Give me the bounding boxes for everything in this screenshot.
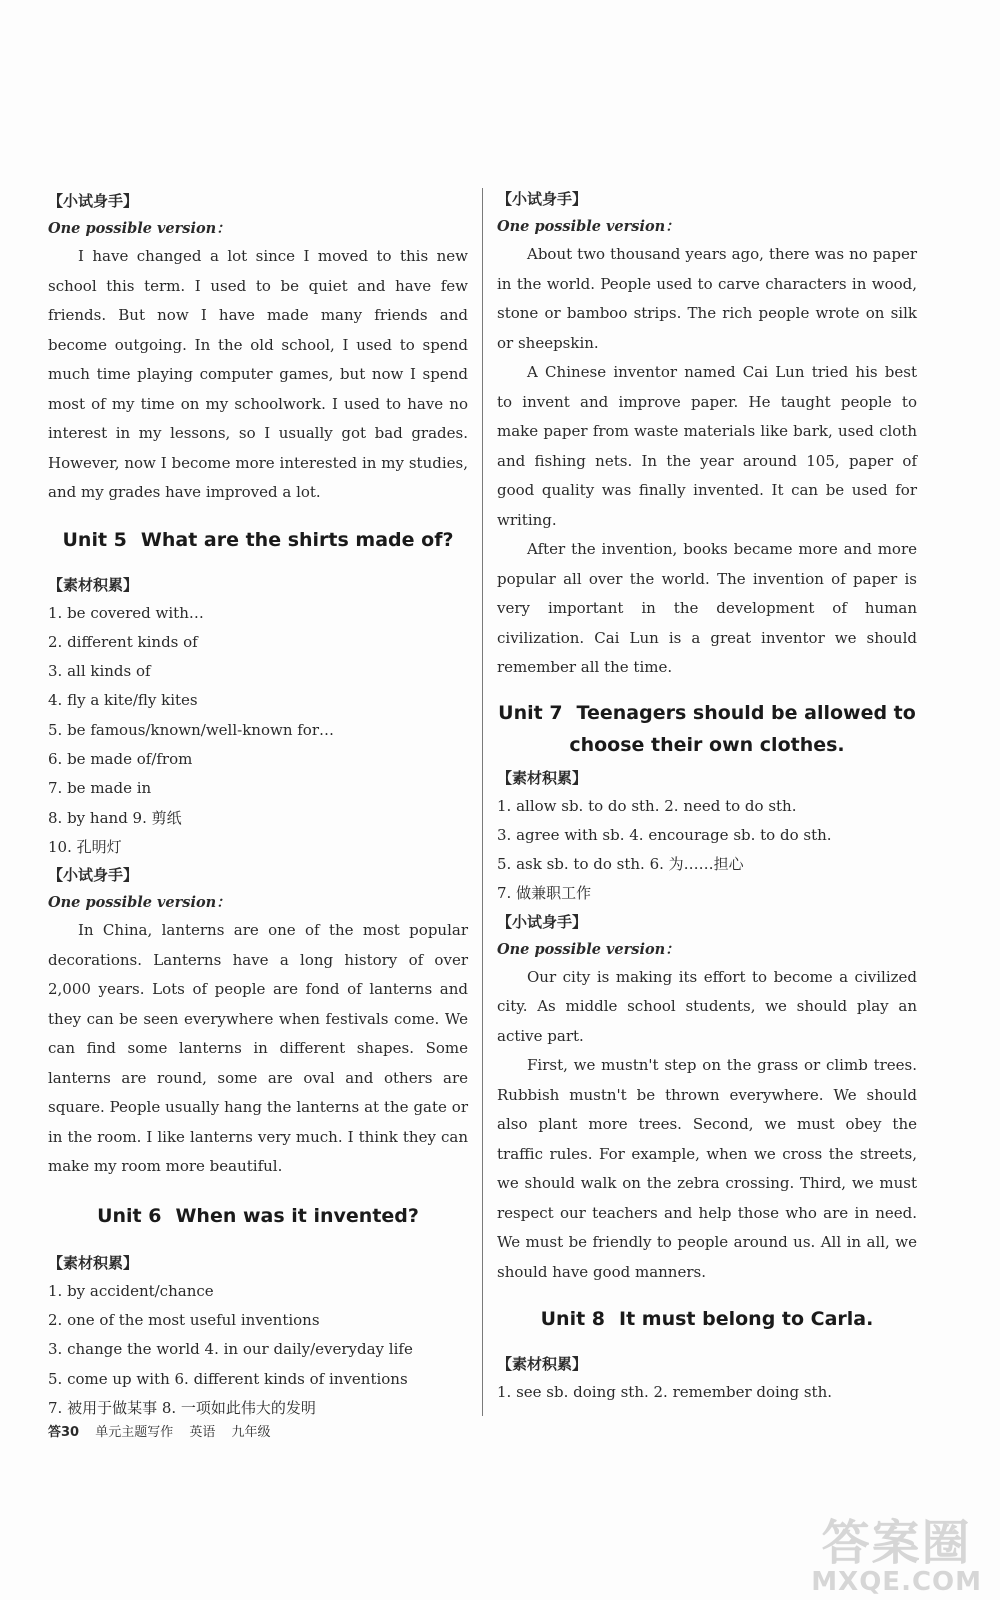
material-item: 10. 孔明灯 <box>48 837 122 856</box>
unit-name-line-2: choose their own clothes. <box>569 733 845 756</box>
unit-number: Unit 5 <box>62 528 127 551</box>
unit-name: When was it invented? <box>175 1204 419 1227</box>
material-item: 5. come up with 6. different kinds of inventions <box>48 1369 408 1388</box>
essay-paragraph: First, we mustn't step on the grass or climb trees. Rubbish mustn't be thrown everywhere. We should also plant more trees. Second, we must obey the traffic rules. For example, when we cross the streets, we should walk on the zebra crossing. Third, we must respect our teachers and help those who are in need. We must be friendly to people around us. All in all, we should have good manners. <box>497 1056 917 1281</box>
material-item: 5. be famous/known/well-known for… <box>48 720 335 739</box>
unit-8-materials-list <box>497 1378 917 1407</box>
page-number: 答30 <box>48 1425 80 1440</box>
subject: 英语 <box>189 1425 216 1440</box>
material-item: 7. 做兼职工作 <box>497 884 592 903</box>
book-title: 单元主题写作 <box>95 1425 174 1440</box>
grade: 九年级 <box>231 1425 271 1440</box>
left-column <box>48 188 468 1423</box>
unit-5-title <box>48 508 468 572</box>
version-label: One possible version： <box>497 218 680 235</box>
material-item: 7. 被用于做某事 8. 一项如此伟大的发明 <box>48 1398 316 1417</box>
essay-paragraph: After the invention, books became more and more popular all over the world. The invention of paper is very important in the development of human civilization. Cai Lun is a great inventor we should remember all the time. <box>497 540 917 676</box>
unit-8-title <box>497 1287 917 1351</box>
unit-number: Unit 6 <box>97 1204 162 1227</box>
sample-essay-unit7 <box>497 963 917 1288</box>
sample-essay-unit6 <box>497 240 917 683</box>
sample-essay-unit5: In China, lanterns are one of the most popular decorations. Lanterns have a long history of over 2,000 years. Lots of people are fond of lanterns and they can be seen everywhere when festivals come. We can find some lanterns in different shapes. Some lanterns are round, some are oval and others are square. People usually hang the lanterns at the gate or in the room. I like lanterns very much. I think they can make my room more beautiful. <box>48 921 468 1176</box>
unit-number: Unit 7 <box>498 701 563 724</box>
material-item: 2. different kinds of <box>48 632 198 651</box>
practice-heading: 【小试身手】 <box>497 190 588 208</box>
watermark-en: MXQE.COM <box>811 1567 982 1597</box>
materials-heading: 【素材积累】 <box>48 1253 139 1272</box>
materials-heading: 【素材积累】 <box>48 575 139 594</box>
essay-paragraph: Our city is making its effort to become a civilized city. As middle school students, we should play an active part. <box>497 967 917 1045</box>
material-item: 6. be made of/from <box>48 749 193 768</box>
essay-paragraph: A Chinese inventor named Cai Lun tried his best to invent and improve paper. He taught people to make paper from waste materials like bark, used cloth and fishing nets. In the year around 105, paper of good quality was finally invented. It can be used for writing. <box>497 363 917 529</box>
practice-heading: 【小试身手】 <box>48 866 139 885</box>
unit-name: It must belong to Carla. <box>619 1308 874 1331</box>
column-divider <box>482 188 483 1416</box>
unit-6-materials-list <box>48 1277 468 1423</box>
unit-5-materials-list <box>48 599 468 863</box>
material-item: 3. all kinds of <box>48 662 151 681</box>
sample-essay-unit4: I have changed a lot since I moved to this new school this term. I used to be quiet and have few friends. But now I have made many friends and become outgoing. In the old school, I used to spend much time playing computer games, but now I spend most of my time on my schoolwork. I used to have no interest in my lessons, so I usually got bad grades. However, now I become more interested in my studies, and my grades have improved a lot. <box>48 247 468 501</box>
page-footer <box>48 1421 283 1440</box>
materials-heading: 【素材积累】 <box>497 768 588 787</box>
right-column <box>497 186 917 1407</box>
unit-name: What are the shirts made of? <box>140 528 454 551</box>
materials-heading: 【素材积累】 <box>497 1355 588 1374</box>
essay-paragraph: About two thousand years ago, there was no paper in the world. People used to carve characters in wood, stone or bamboo strips. The rich people wrote on silk or sheepskin. <box>497 245 917 352</box>
material-item: 1. by accident/chance <box>48 1281 214 1300</box>
material-item: 3. change the world 4. in our daily/everyday life <box>48 1340 413 1359</box>
material-item: 1. see sb. doing sth. 2. remember doing sth. <box>497 1383 833 1402</box>
unit-6-title <box>48 1182 468 1250</box>
unit-name-line-1: Teenagers should be allowed to <box>576 701 916 724</box>
material-item: 4. fly a kite/fly kites <box>48 691 198 710</box>
material-item: 7. be made in <box>48 779 152 798</box>
material-item: 5. ask sb. to do sth. 6. 为……担心 <box>497 855 744 874</box>
material-item: 8. by hand 9. 剪纸 <box>48 808 182 827</box>
practice-heading: 【小试身手】 <box>497 912 588 931</box>
unit-number: Unit 8 <box>540 1308 606 1331</box>
version-label: One possible version： <box>48 220 231 237</box>
unit-7-title <box>497 683 917 765</box>
material-item: 1. be covered with… <box>48 603 204 622</box>
practice-heading: 【小试身手】 <box>48 192 139 210</box>
watermark-cn: 答案圈 <box>821 1515 972 1571</box>
unit-7-materials-list <box>497 792 917 909</box>
material-item: 1. allow sb. to do sth. 2. need to do sth. <box>497 796 797 815</box>
version-label: One possible version： <box>48 894 231 912</box>
version-label: One possible version： <box>497 940 680 958</box>
material-item: 3. agree with sb. 4. encourage sb. to do sth. <box>497 825 832 844</box>
material-item: 2. one of the most useful inventions <box>48 1310 320 1329</box>
watermark <box>811 1515 982 1597</box>
